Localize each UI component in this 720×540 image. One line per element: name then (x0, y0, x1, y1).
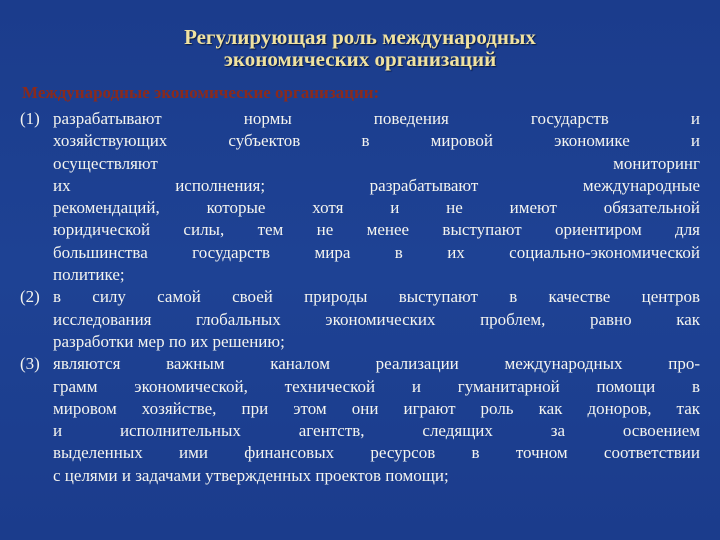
list-item-text-line: являются важным каналом реализации международных про- (53, 354, 700, 374)
slide-title (0, 26, 720, 70)
list-item-text-line: разрабатывают нормы поведения государств и (53, 109, 700, 128)
list-item-number: (3) (20, 354, 40, 374)
list-item-number: (2) (20, 287, 40, 307)
list-item (20, 108, 700, 286)
list-item-number: (1) (20, 109, 40, 128)
list-item-text-line: и исполнительных агентств, следящих за освоением (53, 421, 700, 441)
list-item-text-line: исследования глобальных экономических проблем, равно как (53, 309, 700, 329)
list-item-text-line: хозяйствующих субъектов в мировой экономике и (53, 131, 700, 151)
list-item-text-line: их исполнения; разрабатывают международные (53, 175, 700, 195)
list-item (20, 353, 700, 487)
list-item-text-line: выделенных ими финансовых ресурсов в точном соответствии (53, 443, 700, 463)
list-item-text-line: большинства государств мира в их социально-экономической (53, 242, 700, 262)
list-item-text-line: грамм экономической, технической и гуманитарной помощи в (53, 376, 700, 396)
list-item-text-line: юридической силы, тем не менее выступают ориентиром для (53, 220, 700, 240)
list-item-text-line: политике; (53, 265, 125, 285)
list-item-text-line: разработки мер по их решению; (53, 331, 285, 351)
list-item-text-line: рекомендаций, которые хотя и не имеют обязательной (53, 198, 700, 218)
list-item-text-line: в силу самой своей природы выступают в качестве центров (53, 287, 700, 307)
list-item-text-line: с целями и задачами утвержденных проектов помощи; (53, 465, 449, 485)
list-item-text-line: осуществляют мониторинг (53, 153, 700, 173)
slide-title-line-2: экономических организаций (223, 47, 497, 71)
slide-title-line-1: Регулирующая роль международных (184, 25, 536, 49)
slide-subtitle: Международные экономические организации: (22, 83, 380, 102)
list-item (20, 286, 700, 353)
list-item-text-line: мировом хозяйстве, при этом они играют роль как доноров, так (53, 398, 700, 418)
functions-list (20, 108, 700, 487)
